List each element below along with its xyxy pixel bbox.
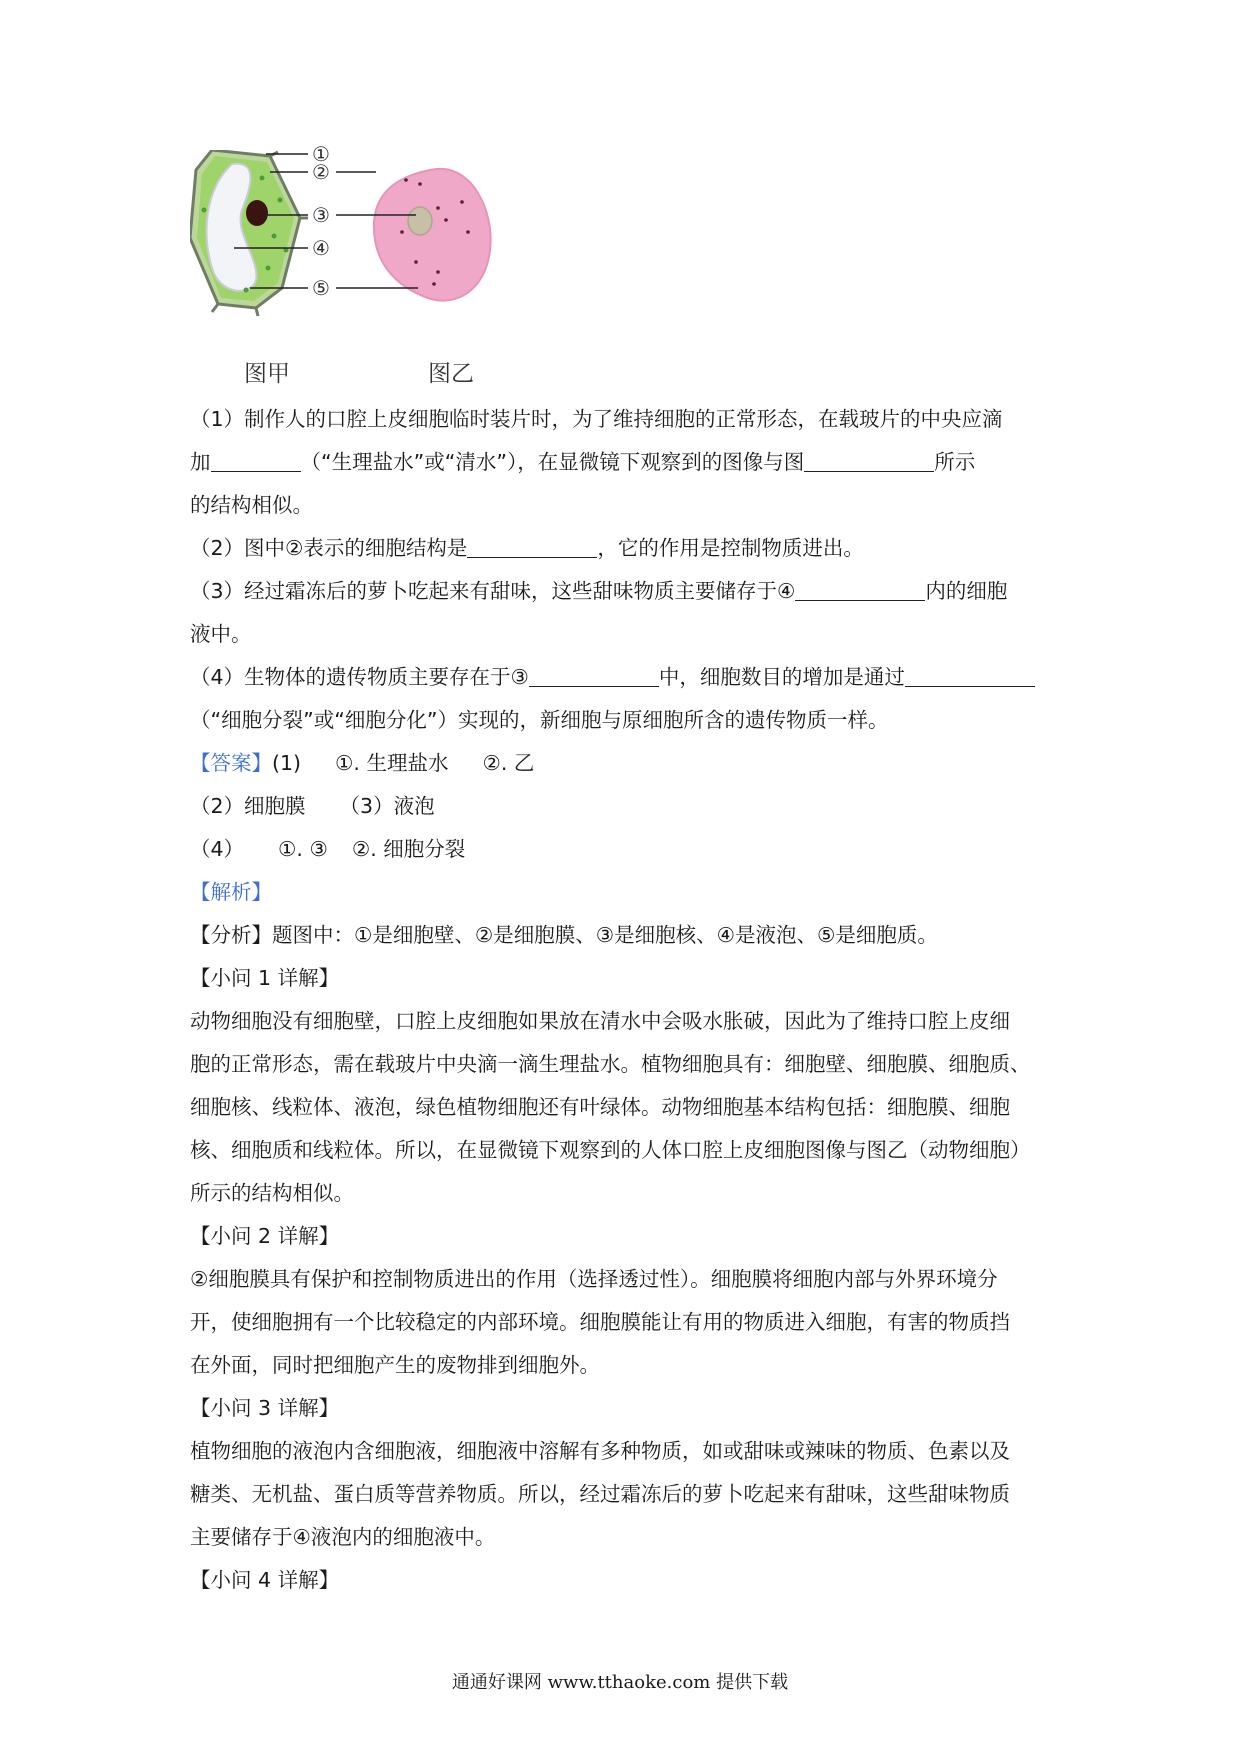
q2-line bbox=[190, 527, 1062, 570]
sub-heading-2-text: 【小问 2 详解】 bbox=[190, 1224, 340, 1248]
q4-text-a: （4）生物体的遗传物质主要存在于③ bbox=[190, 665, 529, 689]
p3-text-2: 糖类、无机盐、蛋白质等营养物质。所以，经过霜冻后的萝卜吃起来有甜味，这些甜味物质 bbox=[190, 1482, 1010, 1506]
sub-heading-3 bbox=[190, 1387, 1062, 1430]
q3-text-b: 内的细胞 bbox=[925, 579, 1008, 603]
cell-diagram-figure bbox=[190, 142, 550, 390]
p2-line-2 bbox=[190, 1301, 1062, 1344]
p1-text-4: 核、细胞质和线粒体。所以，在显微镜下观察到的人体口腔上皮细胞图像与图乙（动物细胞） bbox=[190, 1138, 1031, 1162]
q3-line-1 bbox=[190, 570, 1062, 613]
label-5: ⑤ bbox=[312, 276, 330, 300]
label-2: ② bbox=[312, 160, 330, 184]
page-footer bbox=[0, 1668, 1240, 1694]
p3-line-2 bbox=[190, 1473, 1062, 1516]
q3-text-c: 液中。 bbox=[190, 622, 252, 646]
analysis-intro-text: 【分析】题图中：①是细胞壁、②是细胞膜、③是细胞核、④是液泡、⑤是细胞质。 bbox=[190, 923, 938, 947]
q4-line-2 bbox=[190, 699, 1062, 742]
p2-line-3 bbox=[190, 1344, 1062, 1387]
q2-text-a: （2）图中②表示的细胞结构是 bbox=[190, 536, 468, 560]
sub-heading-1 bbox=[190, 957, 1062, 1000]
q3-line-2 bbox=[190, 613, 1062, 656]
answer-1-num: (1) bbox=[272, 751, 302, 775]
q4-blank-2[interactable] bbox=[905, 664, 1035, 687]
p1-line-5 bbox=[190, 1172, 1062, 1215]
q2-blank[interactable] bbox=[467, 535, 597, 558]
analysis-tag-line bbox=[190, 871, 1062, 914]
q1-text-a: （1）制作人的口腔上皮细胞临时装片时，为了维持细胞的正常形态，在载玻片的中央应滴 bbox=[190, 407, 1003, 431]
animal-cell bbox=[374, 169, 491, 301]
answer-3: （3）液泡 bbox=[339, 794, 435, 818]
p2-text-2: 开，使细胞拥有一个比较稳定的内部环境。细胞膜能让有用的物质进入细胞，有害的物质挡 bbox=[190, 1310, 1010, 1334]
q4-line-1 bbox=[190, 656, 1062, 699]
p2-text-3: 在外面，同时把细胞产生的废物排到细胞外。 bbox=[190, 1353, 600, 1377]
p1-text-3: 细胞核、线粒体、液泡，绿色植物细胞还有叶绿体。动物细胞基本结构包括：细胞膜、细胞 bbox=[190, 1095, 1010, 1119]
answer-line-1 bbox=[190, 742, 1062, 785]
footer-text: 通通好课网 www.tthaoke.com 提供下载 bbox=[451, 1672, 789, 1693]
analysis-tag: 【解析】 bbox=[190, 880, 272, 904]
q4-text-b: 中，细胞数目的增加是通过 bbox=[658, 665, 905, 689]
q1-blank-1[interactable] bbox=[211, 449, 301, 472]
sub-heading-3-text: 【小问 3 详解】 bbox=[190, 1396, 340, 1420]
answer-line-3 bbox=[190, 828, 1062, 871]
answer-2: （2）细胞膜 bbox=[190, 794, 306, 818]
q1-text-c: 的结构相似。 bbox=[190, 493, 313, 517]
q1-line-2 bbox=[190, 441, 1062, 484]
q1-blank-2[interactable] bbox=[804, 449, 934, 472]
animal-nucleus bbox=[408, 207, 432, 235]
sub-heading-4 bbox=[190, 1559, 1062, 1602]
p2-line-1 bbox=[190, 1258, 1062, 1301]
answer-4-part-2: ②. 细胞分裂 bbox=[351, 837, 466, 861]
q4-blank-1[interactable] bbox=[529, 664, 659, 687]
q1-text-b2: （“生理盐水”或“清水”），在显微镜下观察到的图像与图 bbox=[300, 450, 805, 474]
p1-text-1: 动物细胞没有细胞壁，口腔上皮细胞如果放在清水中会吸水胀破，因此为了维持口腔上皮细 bbox=[190, 1009, 1010, 1033]
label-4: ④ bbox=[312, 236, 330, 260]
p3-line-3 bbox=[190, 1516, 1062, 1559]
cell-diagram bbox=[190, 150, 550, 390]
answer-1-part-2: ②. 乙 bbox=[482, 751, 535, 775]
answer-4-part-1: ①. ③ bbox=[278, 837, 328, 861]
q4-text-c: （“细胞分裂”或“细胞分化”）实现的，新细胞与原细胞所含的遗传物质一样。 bbox=[190, 708, 889, 732]
p1-line-3 bbox=[190, 1086, 1062, 1129]
answer-4-num: （4） bbox=[190, 837, 245, 861]
label-1: ① bbox=[312, 142, 330, 166]
q1-text-b3: 所示 bbox=[934, 450, 976, 474]
plant-nucleus bbox=[246, 200, 268, 226]
q2-text-b: ，它的作用是控制物质进出。 bbox=[597, 536, 864, 560]
label-3: ③ bbox=[312, 203, 330, 227]
q3-blank[interactable] bbox=[795, 578, 925, 601]
caption-animal-cell: 图乙 bbox=[428, 361, 474, 387]
question-content bbox=[190, 398, 1062, 1602]
q1-text-b1: 加 bbox=[190, 450, 211, 474]
sub-heading-1-text: 【小问 1 详解】 bbox=[190, 966, 340, 990]
q3-text-a: （3）经过霜冻后的萝卜吃起来有甜味，这些甜味物质主要储存于④ bbox=[190, 579, 796, 603]
answer-tag: 【答案】 bbox=[190, 751, 272, 775]
p1-text-5: 所示的结构相似。 bbox=[190, 1181, 354, 1205]
q1-line-1 bbox=[190, 398, 1062, 441]
analysis-intro bbox=[190, 914, 1062, 957]
sub-heading-4-text: 【小问 4 详解】 bbox=[190, 1568, 340, 1592]
caption-plant-cell: 图甲 bbox=[244, 361, 290, 387]
p1-line-4 bbox=[190, 1129, 1062, 1172]
p2-text-1: ②细胞膜具有保护和控制物质进出的作用（选择透过性）。细胞膜将细胞内部与外界环境分 bbox=[190, 1267, 998, 1291]
p3-text-3: 主要储存于④液泡内的细胞液中。 bbox=[190, 1525, 496, 1549]
p3-line-1 bbox=[190, 1430, 1062, 1473]
sub-heading-2 bbox=[190, 1215, 1062, 1258]
p3-text-1: 植物细胞的液泡内含细胞液，细胞液中溶解有多种物质，如或甜味或辣味的物质、色素以及 bbox=[190, 1439, 1010, 1463]
q1-line-3 bbox=[190, 484, 1062, 527]
p1-line-2 bbox=[190, 1043, 1062, 1086]
answer-line-2 bbox=[190, 785, 1062, 828]
p1-text-2: 胞的正常形态，需在载玻片中央滴一滴生理盐水。植物细胞具有：细胞壁、细胞膜、细胞质、 bbox=[190, 1052, 1031, 1076]
answer-1-part-1: ①. 生理盐水 bbox=[335, 751, 449, 775]
p1-line-1 bbox=[190, 1000, 1062, 1043]
